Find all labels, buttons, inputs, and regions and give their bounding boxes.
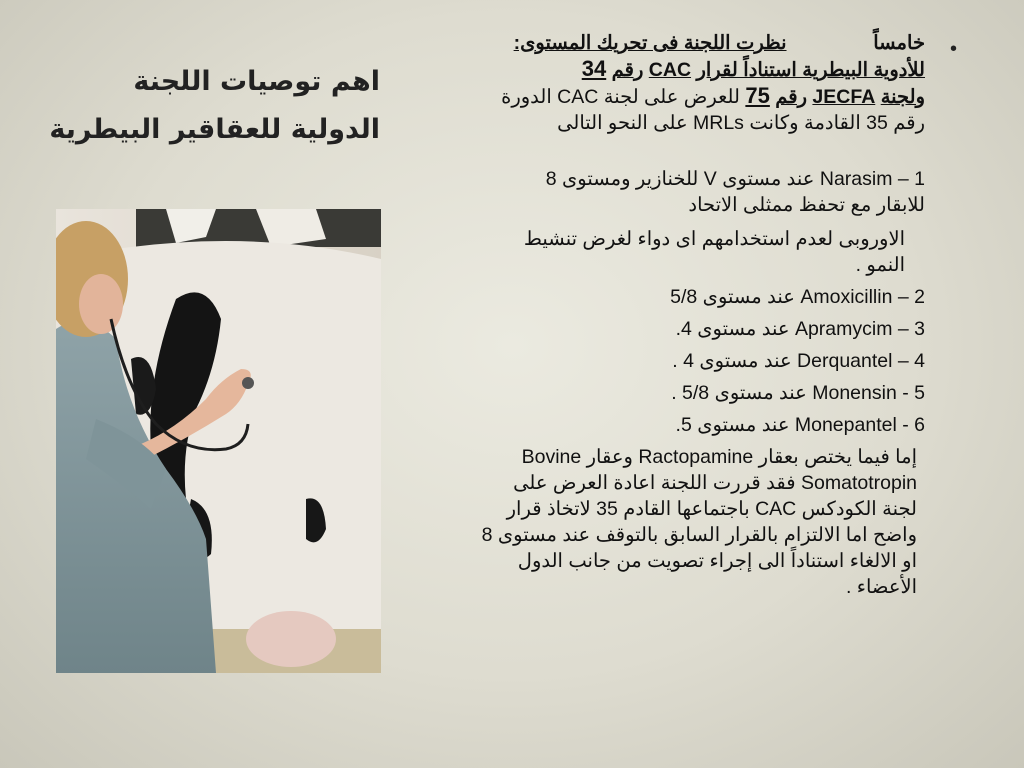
item-apramycim: 3 – Apramycim عند مستوى 4.: [675, 318, 925, 340]
item-monensin: 5 - Monensin عند مستوى 5/8 .: [671, 382, 925, 404]
intro-line3a: ولجنة: [880, 86, 925, 108]
closing-line-2: Somatotropin فقد قررت اللجنة اعادة العرض على: [513, 472, 917, 494]
narasim-line-1: 1 – Narasim عند مستوى V للخنازير ومستوى 8: [545, 168, 925, 190]
narasim-line-4: النمو .: [855, 254, 905, 276]
jecfa-label: JECFA: [812, 86, 876, 108]
closing-line-1: إما فيما يختص بعقار Ractopamine وعقار Bovine: [521, 446, 917, 468]
intro-heading: نظرت اللجنة فى تحريك المستوى:: [513, 32, 787, 54]
rakm-label-2: رقم: [775, 86, 807, 108]
closing-line-4: واضح اما الالتزام بالقرار السابق بالتوقف عند مستوى 8: [481, 524, 917, 546]
item-narasim: [420, 166, 925, 218]
vet-with-cow-photo: [56, 209, 381, 673]
item-amoxicillin: 2 – Amoxicillin عند مستوى 5/8: [670, 286, 925, 308]
intro-line3b: للعرض على لجنة CAC الدورة: [501, 86, 740, 108]
narasim-line-3: الاوروبى لعدم استخدامهم اى دواء لغرض تنشيط: [523, 228, 905, 250]
bullet-marker: •: [950, 38, 958, 60]
cac-label: CAC: [648, 59, 692, 81]
intro-line4: رقم 35 القادمة وكانت MRLs على النحو التالى: [557, 112, 925, 134]
closing-line-6: الأعضاء .: [845, 576, 917, 598]
item-monepantel: 6 - Monepantel عند مستوى 5.: [675, 414, 925, 436]
closing-paragraph: [420, 444, 925, 600]
slide-title: [40, 58, 380, 154]
closing-line-5: او الالغاء استناداً الى إجراء تصويت من جانب الدول: [517, 550, 917, 572]
item-narasim-continued: [420, 226, 925, 278]
closing-line-3: لجنة الكودكس CAC باجتماعها القادم 35 لاتخاذ قرار: [506, 498, 917, 520]
resolution-34: 34: [581, 56, 607, 81]
narasim-line-2: للابقار مع تحفظ ممثلى الاتحاد: [688, 194, 925, 216]
intro-line2a: للأدوية البيطرية استناداً لقرار: [696, 59, 925, 81]
item-derquantel: 4 – Derquantel عند مستوى 4 .: [672, 350, 925, 372]
intro-lead: خامساًَ: [873, 32, 925, 54]
rakm-label: رقم: [611, 59, 644, 81]
intro-paragraph: [420, 30, 925, 136]
resolution-75: 75: [745, 83, 770, 108]
title-line-2: الدولية للعقاقير البيطرية: [49, 114, 380, 145]
slide-body: [420, 30, 925, 600]
title-line-1: اهم توصيات اللجنة: [133, 66, 380, 97]
